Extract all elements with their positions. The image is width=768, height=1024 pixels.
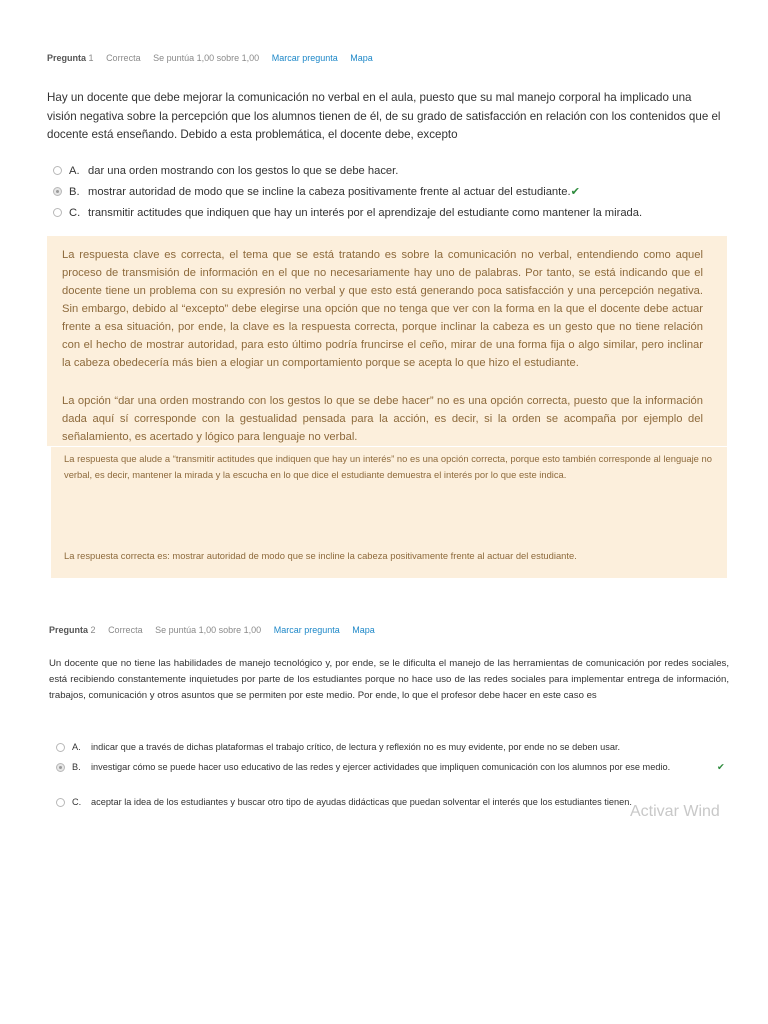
- map-link[interactable]: Mapa: [352, 625, 375, 635]
- question-2-option-c[interactable]: [56, 795, 726, 810]
- question-1-text: Hay un docente que debe mejorar la comunicación no verbal en el aula, puesto que su mal manejo corporal ha implicado una visión negativa sobre la percepción que los alumnos tienen de él, de su grado de satisfacción en relación con los contenidos que el docente está enseñando. Debido a esta problemática, el docente debe, excepto: [47, 91, 721, 141]
- activation-watermark: Activar Wind: [630, 803, 720, 820]
- option-text: dar una orden mostrando con los gestos lo que se debe hacer.: [88, 165, 399, 177]
- question-2-header: [49, 625, 385, 635]
- map-link[interactable]: Mapa: [350, 53, 373, 63]
- option-letter: B.: [69, 186, 80, 198]
- check-icon: ✔: [717, 762, 725, 772]
- feedback-panel-continued: [51, 447, 727, 578]
- question-number: 1: [88, 53, 94, 63]
- question-1-option-b[interactable]: [53, 184, 580, 200]
- check-icon: ✔: [570, 186, 580, 198]
- option-text: aceptar la idea de los estudiantes y buscar otro tipo de ayudas didácticas que puedan solventar el interés que los estudiantes tienen.: [91, 797, 632, 807]
- question-1-header: [47, 53, 383, 63]
- radio-button[interactable]: [53, 166, 62, 175]
- question-label: Pregunta: [49, 625, 89, 635]
- radio-button[interactable]: [56, 798, 65, 807]
- option-letter: A.: [72, 742, 81, 752]
- question-number: 2: [90, 625, 96, 635]
- question-score: Se puntúa 1,00 sobre 1,00: [155, 625, 262, 635]
- radio-button[interactable]: [56, 743, 65, 752]
- option-letter: C.: [69, 207, 81, 219]
- question-status: Correcta: [106, 53, 141, 63]
- right-answer-text: La respuesta correcta es: mostrar autoridad de modo que se incline la cabeza positivamente frente al actuar del estudiante.: [64, 550, 577, 561]
- feedback-panel: [47, 236, 727, 446]
- option-text: mostrar autoridad de modo que se incline la cabeza positivamente frente al actuar del estudiante.: [88, 186, 571, 198]
- question-1-option-a[interactable]: [53, 163, 398, 179]
- question-label: Pregunta: [47, 53, 87, 63]
- flag-question-link[interactable]: Marcar pregunta: [271, 53, 338, 63]
- question-2-option-b[interactable]: [56, 760, 726, 775]
- feedback-paragraph: La respuesta que alude a “transmitir actitudes que indiquen que hay un interés” no es una opción correcta, porque esto también corresponde al lenguaje no verbal, es decir, mantener la mirada y la escucha en lo que dice el estudiante demuestra el interés por lo que este indica.: [64, 453, 712, 480]
- question-2-option-a[interactable]: [56, 740, 726, 755]
- option-letter: A.: [69, 165, 80, 177]
- feedback-paragraph: La opción “dar una orden mostrando con los gestos lo que se debe hacer” no es una opción correcta, puesto que la información dada aquí sí corresponde con la gestualidad pensada para la acción, es decir, si la orden se acompaña por ejemplo del señalamiento, es acertado y lógico para lenguaje no verbal.: [62, 395, 703, 443]
- option-text: transmitir actitudes que indiquen que hay un interés por el aprendizaje del estudiante como mantener la mirada.: [88, 207, 643, 219]
- question-1-option-c[interactable]: [53, 205, 642, 221]
- question-2-text: Un docente que no tiene las habilidades de manejo tecnológico y, por ende, se le dificulta el manejo de las herramientas de comunicación por redes sociales, está recibiendo constantemente inquietudes por parte de los estudiantes porque no hace uso de las redes sociales para implementar entrega de información, trabajos, comunicación y otros asuntos que se permiten por este medio. Por ende, lo que el profesor debe hacer en este caso es: [49, 658, 729, 701]
- feedback-paragraph: La respuesta clave es correcta, el tema que se está tratando es sobre la comunicación no verbal, entendiendo como aquel proceso de transmisión de información en el que no necesariamente hay uno de palabras. Por tanto, se está indicando que el docente tiene un problema con su expresión no verbal y que esto está generando poca satisfacción y una percepción negativa. Sin embargo, debido al “excepto” debe elegirse una opción que no tenga que ver con la forma en la que el docente debe actuar frente a esa situación, por ende, la clave es la respuesta correcta, porque inclinar la cabeza es un gesto que no tiene relación con el hecho de mostrar autoridad, para esto último podría fruncirse el ceño, mirar de una forma fija o algo similar, pero inclinar la cabeza obedecería más bien a elogiar un comportamiento porque se acepta lo que hizo el estudiante.: [62, 249, 703, 369]
- option-letter: B.: [72, 762, 81, 772]
- question-status: Correcta: [108, 625, 143, 635]
- radio-button-selected[interactable]: [56, 763, 65, 772]
- option-text: indicar que a través de dichas plataformas el trabajo crítico, de lectura y reflexión no es muy evidente, por ende no se deben usar.: [91, 742, 621, 752]
- option-letter: C.: [72, 797, 82, 807]
- question-score: Se puntúa 1,00 sobre 1,00: [153, 53, 260, 63]
- radio-button-selected[interactable]: [53, 187, 62, 196]
- option-text: investigar cómo se puede hacer uso educativo de las redes y ejercer actividades que impliquen comunicación con los alumnos por ese medio.: [91, 762, 671, 772]
- radio-button[interactable]: [53, 208, 62, 217]
- flag-question-link[interactable]: Marcar pregunta: [273, 625, 340, 635]
